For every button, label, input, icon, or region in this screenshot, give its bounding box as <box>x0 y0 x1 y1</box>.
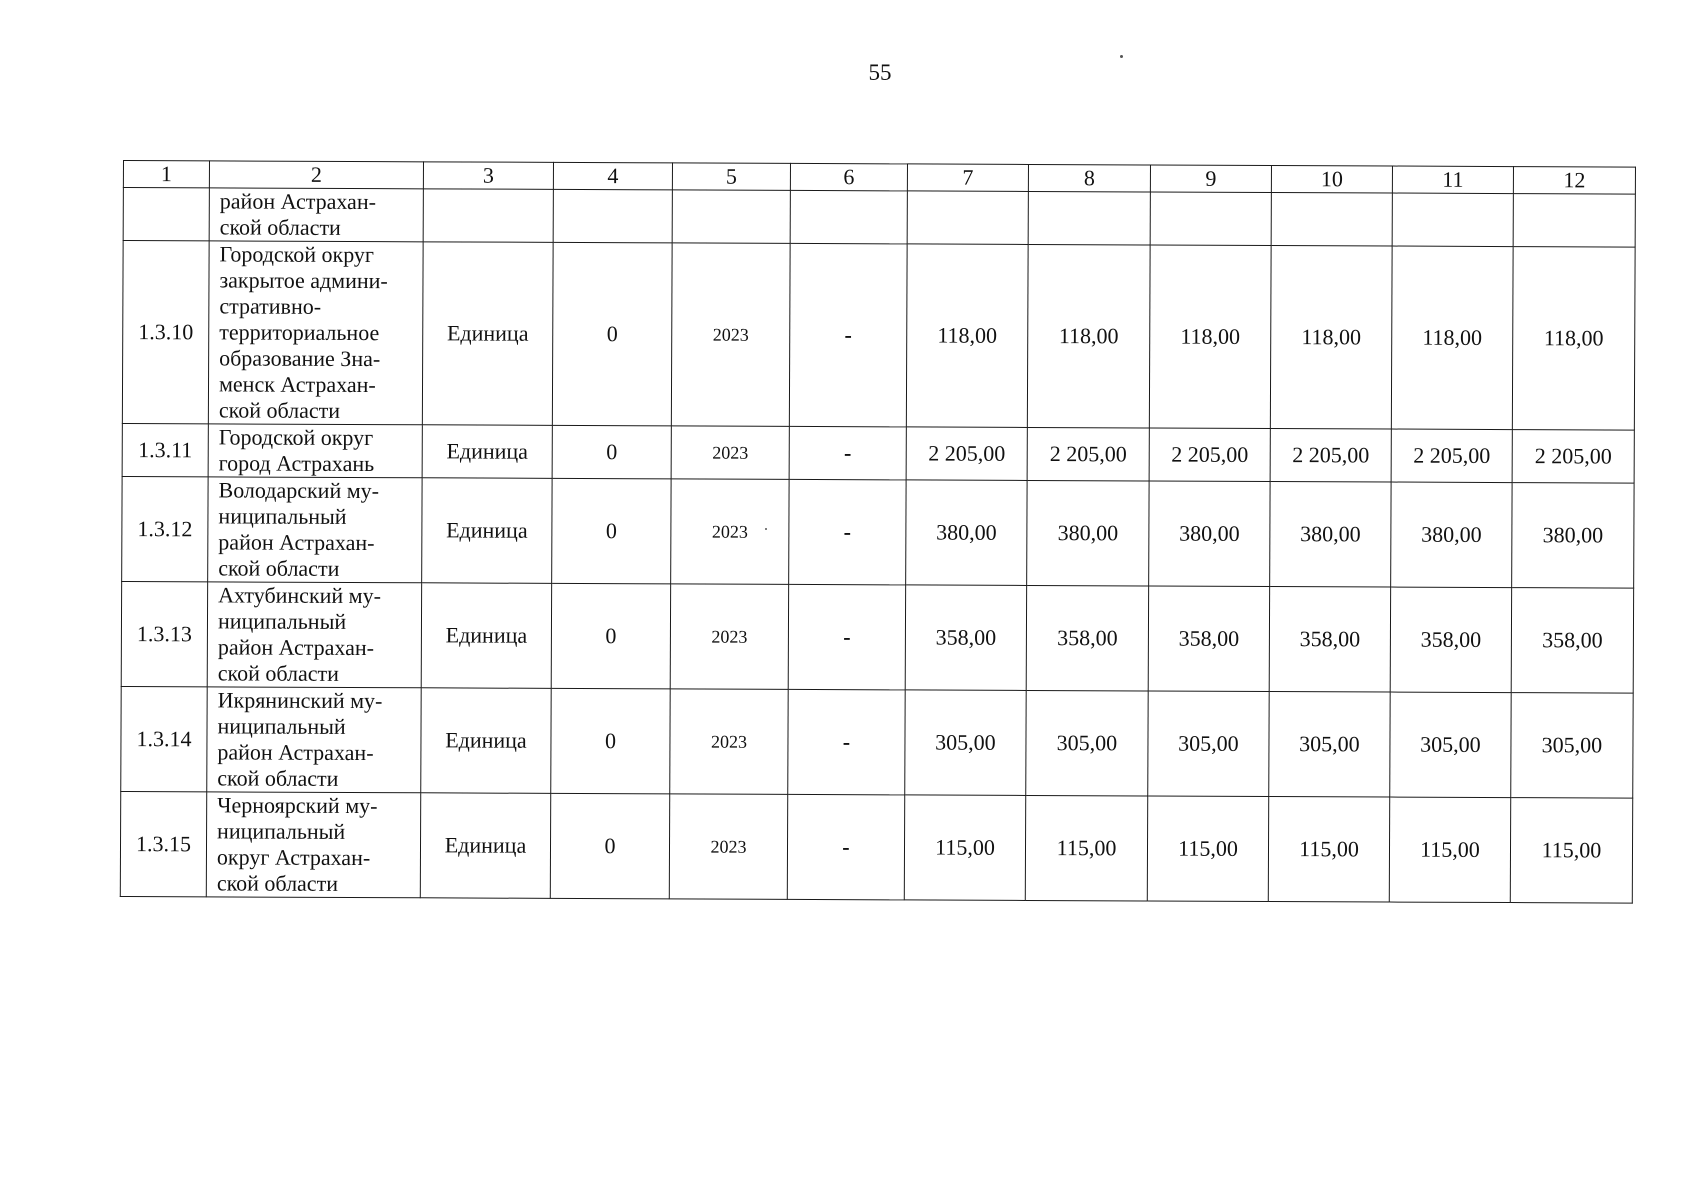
name-line: закрытое админи- <box>219 267 388 294</box>
name-cell <box>206 792 420 898</box>
name-line: Икрянинский му- <box>217 687 383 714</box>
name-line: ской области <box>217 660 339 686</box>
name-line: ниципальный <box>217 608 347 634</box>
unit-cell <box>423 189 553 243</box>
year-cell: 2023 <box>669 794 787 900</box>
value-cell: 358,00 <box>1269 587 1390 693</box>
value-cell: 2 205,00 <box>1149 428 1270 482</box>
column-number: 11 <box>1392 166 1513 194</box>
col4-cell: 0 <box>552 478 671 584</box>
name-line: ской области <box>219 214 341 240</box>
year-cell: 2023 <box>671 426 789 480</box>
name-line: стративно- <box>219 293 322 319</box>
table-row <box>122 241 1635 431</box>
unit-cell: Единица <box>421 583 551 689</box>
unit-cell: Единица <box>421 688 551 794</box>
table-row <box>122 423 1634 483</box>
value-cell: 115,00 <box>1147 796 1268 902</box>
name-line: ниципальный <box>217 713 346 739</box>
value-cell: 358,00 <box>1148 586 1269 692</box>
name-cell <box>207 687 421 793</box>
value-cell: 305,00 <box>1026 690 1148 796</box>
value-cell: 115,00 <box>1268 797 1389 903</box>
column-number: 1 <box>123 161 209 188</box>
name-cell <box>208 477 422 583</box>
column-number: 4 <box>553 162 672 190</box>
name-line: Городской округ <box>218 424 374 451</box>
name-line: ской области <box>216 870 339 896</box>
value-cell: 118,00 <box>906 244 1028 428</box>
column-number: 12 <box>1513 167 1635 195</box>
value-cell: 115,00 <box>1510 798 1632 904</box>
unit-cell: Единица <box>422 242 553 426</box>
col6-cell: - <box>789 479 906 585</box>
value-cell: 380,00 <box>1027 480 1149 586</box>
col6-cell: - <box>787 794 904 900</box>
year-cell: 2023 <box>670 584 788 690</box>
value-cell: 380,00 <box>906 480 1027 586</box>
value-cell: 2 205,00 <box>1270 429 1391 483</box>
year-cell: 2023 <box>671 243 790 427</box>
col4-cell: 0 <box>552 425 671 479</box>
value-cell <box>907 191 1028 245</box>
name-line: Черноярский му- <box>217 792 378 819</box>
value-cell: 115,00 <box>1389 797 1510 903</box>
unit-cell: Единица <box>422 425 552 479</box>
value-cell: 358,00 <box>1511 588 1633 694</box>
column-number: 9 <box>1150 165 1271 193</box>
code-cell: 1.3.11 <box>122 423 208 476</box>
column-number: 2 <box>209 161 423 189</box>
code-cell: 1.3.10 <box>122 241 209 424</box>
name-cell <box>207 582 421 688</box>
name-cell <box>209 188 423 242</box>
name-line: Ахтубинский му- <box>218 582 382 609</box>
col6-cell: - <box>789 243 907 427</box>
unit-cell: Единица <box>420 793 550 899</box>
col4-cell <box>553 189 672 243</box>
value-cell: 380,00 <box>1149 481 1270 587</box>
name-line: район Астрахан- <box>217 739 374 766</box>
year-cell: 2023 <box>670 689 788 795</box>
name-line: Городской округ <box>219 241 375 268</box>
col6-cell: - <box>788 689 905 795</box>
value-cell: 2 205,00 <box>1027 427 1149 481</box>
column-number: 7 <box>907 164 1028 192</box>
page-number: 55 <box>868 60 892 85</box>
value-cell: 305,00 <box>1148 691 1269 797</box>
code-cell: 1.3.15 <box>120 791 206 896</box>
name-line: ской области <box>217 765 339 791</box>
col4-cell: 0 <box>551 583 670 689</box>
column-number: 6 <box>790 163 907 191</box>
unit-cell: Единица <box>422 478 552 584</box>
name-line: территориальное <box>219 319 380 346</box>
table-row <box>122 476 1634 588</box>
col4-cell: 0 <box>552 242 672 426</box>
name-cell <box>208 241 423 425</box>
value-cell <box>1028 191 1150 245</box>
name-line: город Астрахань <box>218 450 375 477</box>
name-line: округ Астрахан- <box>216 844 371 871</box>
code-cell: 1.3.14 <box>121 686 207 791</box>
col6-cell: - <box>789 426 906 480</box>
table-row <box>121 686 1633 798</box>
name-line: ниципальный <box>218 503 347 529</box>
value-cell: 118,00 <box>1391 246 1513 430</box>
value-cell: 118,00 <box>1270 246 1392 430</box>
value-cell <box>1513 194 1635 248</box>
name-line: ской области <box>218 397 341 423</box>
value-cell: 358,00 <box>1390 587 1511 693</box>
name-line: район Астрахан- <box>219 188 377 215</box>
col6-cell: - <box>788 584 905 690</box>
year-cell: 2023 <box>671 479 789 585</box>
column-number: 3 <box>423 162 553 190</box>
table-row <box>120 791 1632 903</box>
name-line: Володарский му- <box>218 477 380 504</box>
value-cell: 305,00 <box>1390 692 1511 798</box>
value-cell: 358,00 <box>905 585 1026 691</box>
column-number: 5 <box>672 163 790 191</box>
col6-cell <box>790 190 907 244</box>
name-line: ниципальный <box>217 818 346 844</box>
value-cell: 115,00 <box>1025 795 1147 901</box>
value-cell: 380,00 <box>1512 483 1634 589</box>
value-cell: 2 205,00 <box>1512 430 1634 484</box>
value-cell: 118,00 <box>1512 247 1635 431</box>
code-cell: 1.3.12 <box>122 476 208 581</box>
scan-speck <box>1120 55 1123 58</box>
value-cell: 118,00 <box>1027 244 1150 428</box>
value-cell <box>1392 193 1513 247</box>
column-number: 10 <box>1271 166 1392 194</box>
value-cell: 358,00 <box>1026 585 1148 691</box>
year-cell <box>672 190 790 244</box>
value-cell: 305,00 <box>1511 693 1633 799</box>
column-number: 8 <box>1028 164 1150 192</box>
code-cell <box>123 188 209 241</box>
col4-cell: 0 <box>550 793 669 899</box>
data-table <box>120 160 1636 904</box>
table-body <box>120 161 1635 904</box>
value-cell: 380,00 <box>1391 482 1512 588</box>
name-line: район Астрахан- <box>217 634 375 661</box>
name-line: менск Астрахан- <box>218 371 376 398</box>
value-cell: 115,00 <box>904 795 1025 901</box>
continuation-row <box>123 188 1635 248</box>
value-cell: 380,00 <box>1270 482 1391 588</box>
value-cell: 118,00 <box>1149 245 1271 429</box>
col4-cell: 0 <box>551 688 670 794</box>
value-cell: 305,00 <box>905 690 1026 796</box>
value-cell <box>1271 193 1392 247</box>
value-cell: 2 205,00 <box>906 427 1027 481</box>
table-row <box>121 581 1633 693</box>
value-cell: 2 205,00 <box>1391 429 1512 483</box>
code-cell: 1.3.13 <box>121 581 207 686</box>
name-line: район Астрахан- <box>218 529 375 556</box>
value-cell: 305,00 <box>1269 692 1390 798</box>
name-cell <box>208 424 422 478</box>
name-line: образование Зна- <box>219 345 381 372</box>
value-cell <box>1150 192 1271 246</box>
name-line: ской области <box>218 555 340 581</box>
